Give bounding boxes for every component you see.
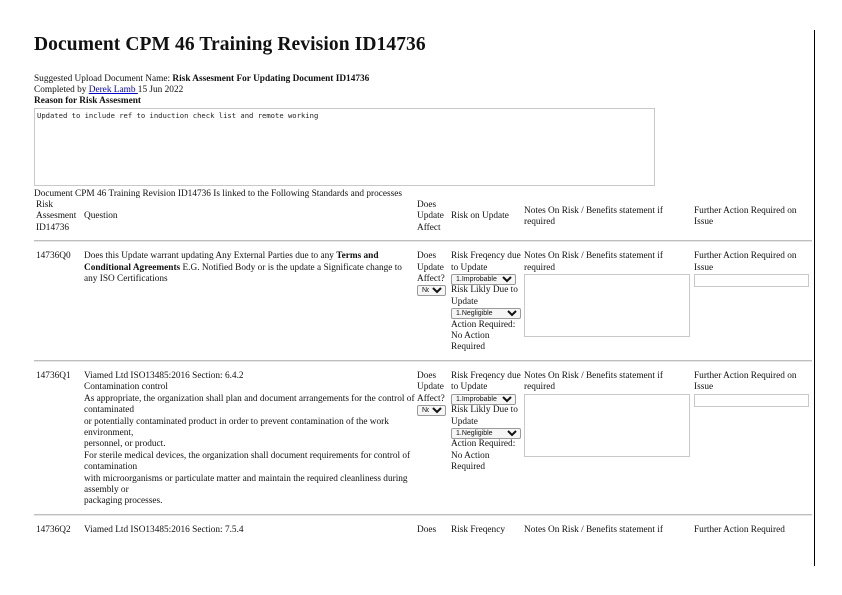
author-link[interactable]: Derek Lamb [88,85,138,95]
question-line: Contamination control [84,382,168,393]
question-line: Viamed Ltd ISO13485:2016 Section: 6.4.2 [84,370,244,381]
row-risk-partial: Risk Freqency [451,524,505,535]
further-action-input[interactable] [694,394,809,407]
row-affect [415,371,449,508]
completed-by-line [34,85,812,96]
row-affect-partial: Does [417,524,437,535]
row-id: 14736Q1 [36,370,71,381]
row-notes [522,251,692,354]
question-bold-text: Terms and Conditional Agreements [84,251,379,273]
row-further-partial: Further Action Required [694,524,785,535]
header-notes: Notes On Risk / Benefits statement if required [524,205,663,228]
affect-select[interactable] [417,285,446,296]
risk-table [34,199,812,542]
upload-name-line [34,74,812,85]
risk-frequency-label: Risk Freqency due to Update [451,370,521,393]
row-id: 14736Q2 [36,524,71,535]
question-line: or potentially contaminated product in order to prevent contamination of the work environment, [84,416,389,438]
question-line: personnel, or product. [84,439,166,450]
notes-textarea[interactable] [524,394,690,457]
further-action-label: Further Action Required on Issue [694,251,797,273]
question-line: For sterile medical devices, the organization shall document requirements for control of contamination [84,450,411,473]
reason-textarea[interactable] [34,108,655,186]
upload-name-value: Risk Assesment For Updating Document ID14736 [172,74,370,84]
linked-standards-text: Document CPM 46 Training Revision ID14736 Is linked to the Following Standards and processes [34,189,402,199]
question-line: As appropriate, the organization shall plan and document arrangements for the control of contaminated [84,393,415,416]
table-row [34,242,812,360]
completed-by-label: Completed by [34,85,89,95]
action-required-value: No Action Required [451,331,490,353]
header-risk-on-update [449,200,522,234]
risk-frequency-select[interactable] [451,394,516,405]
table-header-row [34,199,812,240]
action-required-label: Action Required: [451,319,516,330]
completed-date: 15 Jun 2022 [137,85,184,95]
table-row [34,516,812,542]
question-line: with microorganisms or particulate matter and maintain the required cleanliness during assembly or [84,473,408,495]
risk-likely-select[interactable] [451,428,521,439]
row-further [692,251,810,354]
affect-label: Does Update Affect? [417,251,445,285]
row-question: Viamed Ltd ISO13485:2016 Section: 7.5.4 [84,524,244,535]
question-text-cont: E.G. Notified Body or is the update a Significate change to any ISO Certifications [84,262,402,285]
risk-likely-label: Risk Likly Due to Update [451,405,518,427]
affect-label: Does Update Affect? [417,370,445,404]
header-question-text: Question [84,211,118,222]
action-required-value: No Action Required [451,450,490,473]
header-affect: Does Update Affect [417,200,444,233]
reason-label [34,96,812,107]
upload-name-label: Suggested Upload Document Name: [34,74,173,84]
document-meta [34,74,812,107]
question-text: Does this Update warrant updating Any External Parties due to any [84,251,337,262]
row-further [692,371,810,508]
table-row [34,362,812,514]
header-question [82,200,415,234]
row-question [82,371,415,508]
risk-frequency-label: Risk Freqency due to Update [451,251,521,273]
notes-textarea[interactable] [524,274,690,337]
notes-label: Notes On Risk / Benefits statement if required [524,370,663,393]
page-right-border [814,30,815,566]
action-required-label: Action Required: [451,439,516,450]
risk-likely-label: Risk Likly Due to Update [451,285,518,307]
question-line: packaging processes. [84,496,163,507]
risk-likely-select[interactable] [451,308,521,319]
row-risk [449,371,522,508]
reason-label-text: Reason for Risk Assesment [34,96,142,106]
header-further-action: Further Action Required on Issue [694,205,797,228]
row-id: 14736Q0 [36,251,71,262]
notes-label: Notes On Risk / Benefits statement if required [524,251,663,273]
risk-frequency-select[interactable] [451,274,516,285]
row-notes-partial: Notes On Risk / Benefits statement if [524,524,663,535]
row-risk [449,251,522,354]
further-action-label: Further Action Required on Issue [694,370,797,393]
risk-assessment-page [34,34,812,542]
header-risk-id: Risk Assesment ID14736 [36,200,77,233]
row-affect [415,251,449,354]
row-question [82,251,415,354]
affect-select[interactable] [417,405,446,416]
row-notes [522,371,692,508]
header-risk-on-update-text: Risk on Update [451,211,509,222]
page-title: Document CPM 46 Training Revision ID14736 [34,34,426,55]
further-action-input[interactable] [694,274,809,287]
